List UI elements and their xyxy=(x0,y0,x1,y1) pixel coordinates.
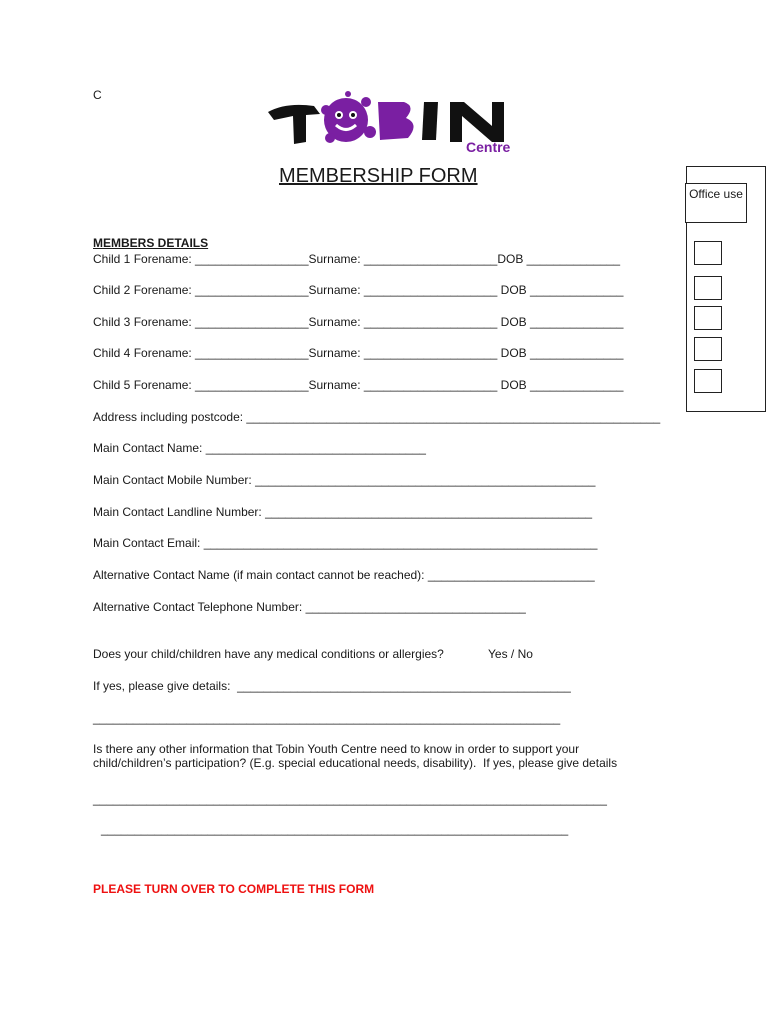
logo-splat-icon xyxy=(321,91,376,143)
other-info-line-1[interactable]: _____________________________________________________________________________ xyxy=(93,792,607,806)
child-4-row[interactable]: Child 4 Forename: _________________Surname: ____________________ DOB ______________ xyxy=(93,346,624,360)
logo-letter-t xyxy=(268,105,320,144)
medical-yes-no[interactable]: Yes / No xyxy=(488,647,533,661)
other-info-question-line-2: child/children’s participation? (E.g. special educational needs, disability). If yes, please give details xyxy=(93,756,618,770)
main-contact-landline-field[interactable]: Main Contact Landline Number: _________________________________________________ xyxy=(93,505,593,519)
medical-details-line[interactable]: ______________________________________________________________________ xyxy=(93,711,561,725)
child-1-row[interactable]: Child 1 Forename: _________________Surname: ____________________DOB ______________ xyxy=(93,252,621,266)
alternative-contact-name-field[interactable]: Alternative Contact Name (if main contact cannot be reached): _________________________ xyxy=(93,568,595,582)
alternative-contact-phone-field[interactable]: Alternative Contact Telephone Number: _________________________________ xyxy=(93,600,526,614)
tobin-centre-logo xyxy=(266,88,536,156)
medical-details-field[interactable]: If yes, please give details: __________________________________________________ xyxy=(93,679,571,693)
other-info-question-line-1: Is there any other information that Tobin Youth Centre need to know in order to support your xyxy=(93,742,580,756)
turn-over-notice: PLEASE TURN OVER TO COMPLETE THIS FORM xyxy=(93,882,375,896)
main-contact-email-field[interactable]: Main Contact Email: ___________________________________________________________ xyxy=(93,536,598,550)
corner-mark: C xyxy=(93,88,102,102)
office-checkbox-1[interactable] xyxy=(694,241,722,265)
other-info-line-2[interactable]: ______________________________________________________________________ xyxy=(101,822,569,836)
child-2-row[interactable]: Child 2 Forename: _________________Surname: ____________________ DOB ______________ xyxy=(93,283,624,297)
medical-question: Does your child/children have any medical conditions or allergies? xyxy=(93,647,444,661)
office-checkbox-3[interactable] xyxy=(694,306,722,330)
child-3-row[interactable]: Child 3 Forename: _________________Surname: ____________________ DOB ______________ xyxy=(93,315,624,329)
office-use-label: Office use xyxy=(689,187,743,201)
child-5-row[interactable]: Child 5 Forename: _________________Surname: ____________________ DOB ______________ xyxy=(93,378,624,392)
office-checkbox-2[interactable] xyxy=(694,276,722,300)
logo-sub-text: Centre xyxy=(466,139,511,155)
office-checkbox-5[interactable] xyxy=(694,369,722,393)
office-checkbox-4[interactable] xyxy=(694,337,722,361)
main-contact-name-field[interactable]: Main Contact Name: _________________________________ xyxy=(93,441,426,455)
members-details-heading: MEMBERS DETAILS xyxy=(93,236,209,250)
page-title: MEMBERSHIP FORM xyxy=(279,165,478,187)
main-contact-mobile-field[interactable]: Main Contact Mobile Number: ___________________________________________________ xyxy=(93,473,596,487)
logo-letters-bin xyxy=(378,102,504,142)
address-field[interactable]: Address including postcode: ______________________________________________________________ xyxy=(93,410,661,424)
